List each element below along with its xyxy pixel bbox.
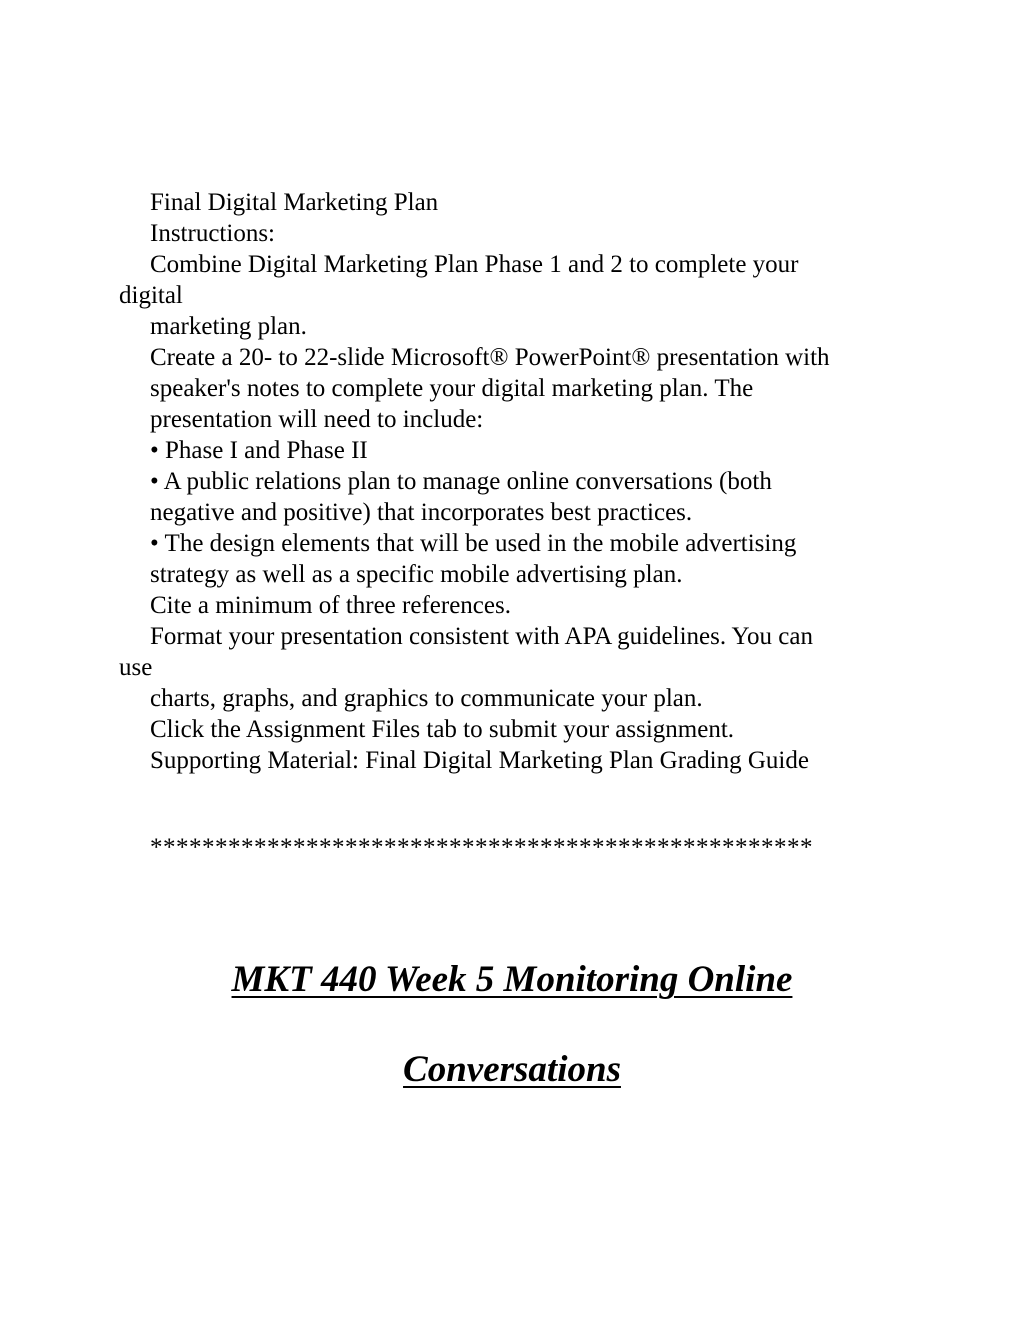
text-line: Combine Digital Marketing Plan Phase 1 and 2 to complete your: [150, 251, 799, 278]
section-heading-line-1: MKT 440 Week 5 Monitoring Online: [231, 959, 793, 1000]
text-line: charts, graphs, and graphics to communicate your plan.: [150, 685, 703, 712]
text-line: Create a 20- to 22-slide Microsoft® PowerPoint® presentation with: [150, 344, 830, 371]
asterisk-separator: ***************************************************: [150, 834, 813, 861]
text-line: presentation will need to include:: [150, 406, 484, 433]
section-heading-line-2: Conversations: [403, 1049, 621, 1090]
text-line: Click the Assignment Files tab to submit your assignment.: [150, 716, 735, 743]
text-line: Cite a minimum of three references.: [150, 592, 511, 619]
bullet-item: • The design elements that will be used in the mobile advertising: [150, 530, 797, 557]
instructions-label: Instructions:: [150, 220, 275, 247]
text-line: speaker's notes to complete your digital marketing plan. The: [150, 375, 754, 402]
text-line-wrap: digital: [119, 282, 183, 309]
bullet-item: • A public relations plan to manage online conversations (both: [150, 468, 772, 495]
text-line: strategy as well as a specific mobile advertising plan.: [150, 561, 683, 588]
text-line: negative and positive) that incorporates best practices.: [150, 499, 693, 526]
bullet-item: • Phase I and Phase II: [150, 437, 368, 464]
text-line-wrap: use: [119, 654, 153, 681]
text-line: marketing plan.: [150, 313, 307, 340]
text-line: Format your presentation consistent with APA guidelines. You can: [150, 623, 813, 650]
supporting-material-line: Supporting Material: Final Digital Marketing Plan Grading Guide: [150, 747, 809, 774]
doc-title-line: Final Digital Marketing Plan: [150, 189, 439, 216]
